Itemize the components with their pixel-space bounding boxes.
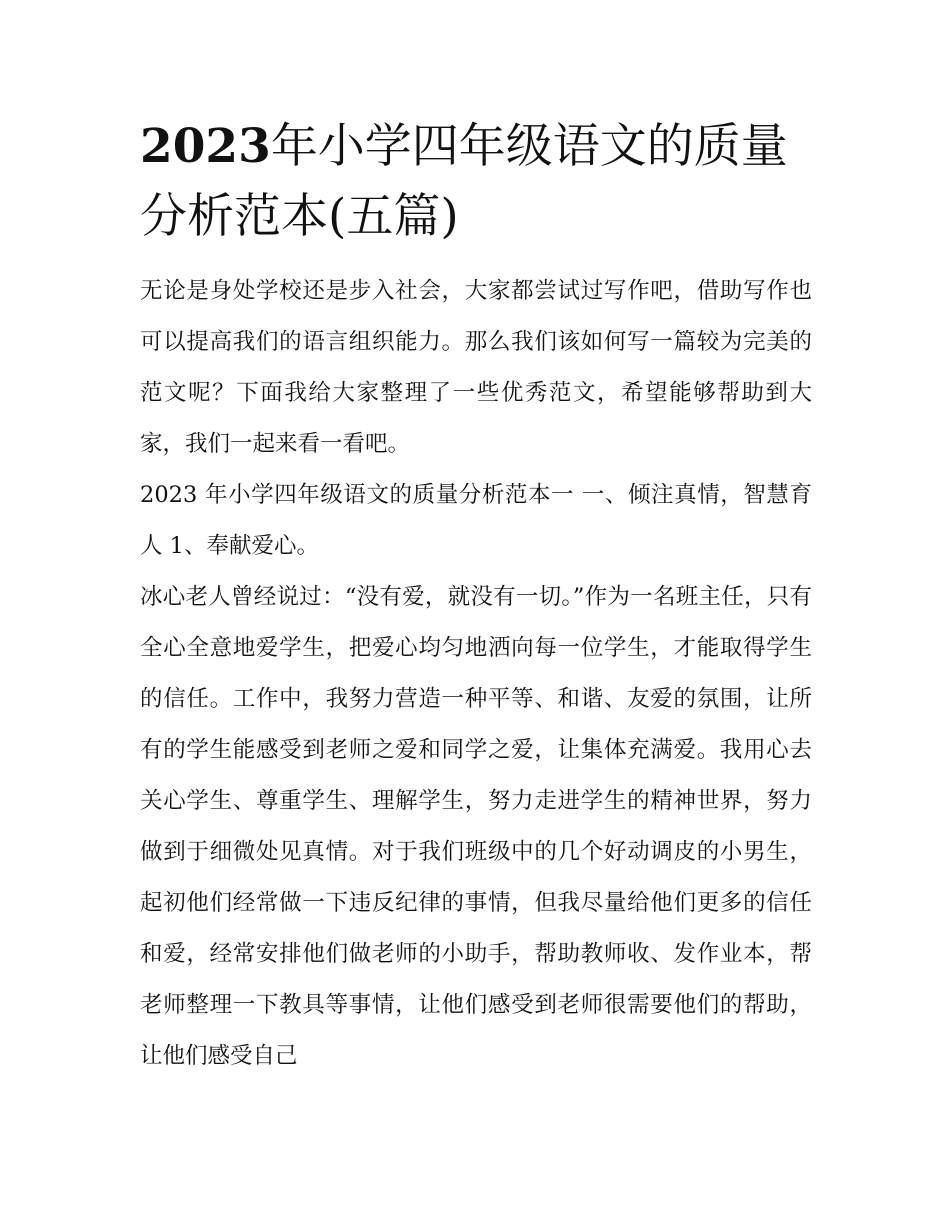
title-text: 年小学四年级语文的质量分析范本(五篇) — [140, 119, 788, 244]
document-title — [140, 112, 812, 252]
title-year: 2023 — [140, 119, 271, 174]
paragraph-section-heading: 2023 年小学四年级语文的质量分析范本一 一、倾注真情，智慧育人 1、奉献爱心。 — [140, 482, 812, 559]
document-page — [140, 112, 812, 1082]
paragraph-main: 冰心老人曾经说过：“没有爱，就没有一切。”作为一名班主任，只有全心全意地爱学生，把爱心均匀地洒向每一位学生，才能取得学生的信任。工作中，我努力营造一种平等、和谐、友爱的氛围，让所有的学生能感受到老师之爱和同学之爱，让集体充满爱。我用心去关心学生、尊重学生、理解学生，努力走进学生的精神世界，努力做到于细微处见真情。对于我们班级中的几个好动调皮的小男生，起初他们经常做一下违反纪律的事情，但我尽量给他们更多的信任和爱，经常安排他们做老师的小助手，帮助教师收、发作业本，帮老师整理一下教具等事情，让他们感受到老师很需要他们的帮助，让他们感受自己 — [140, 584, 812, 1069]
document-body — [140, 266, 812, 1082]
paragraph-intro: 无论是身处学校还是步入社会，大家都尝试过写作吧，借助写作也可以提高我们的语言组织能力。那么我们该如何写一篇较为完美的范文呢？下面我给大家整理了一些优秀范文，希望能够帮助到大家，我们一起来看一看吧。 — [140, 278, 812, 457]
